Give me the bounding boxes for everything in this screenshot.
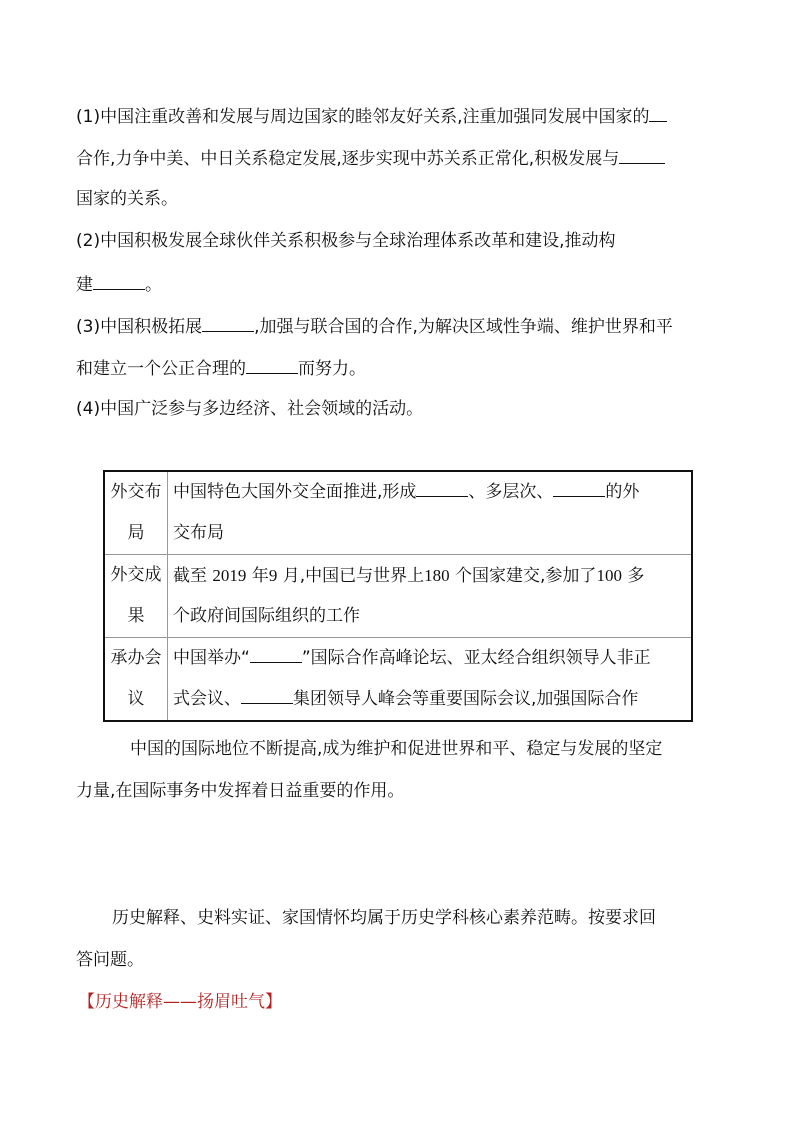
org-count: 100 (596, 566, 622, 585)
country-count: 180 (424, 566, 450, 585)
question-line-2 (76, 948, 144, 972)
answer-blank[interactable] (649, 103, 667, 122)
paragraph-text: 国家的关系。 (76, 189, 178, 209)
paragraph-4-line-1 (76, 397, 423, 421)
row-header: 承办会 议 (104, 638, 168, 722)
row-header: 外交成 果 (104, 555, 168, 638)
summary-line-1 (130, 737, 662, 761)
answer-blank[interactable] (202, 313, 254, 332)
row-body: 中国举办“ ”国际合作高峰论坛、亚太经合组织领导人非正 式会议、 集团领导人峰会等重要国际会议,加强国际合作 (168, 638, 693, 722)
section-tag-text: 【历史解释——扬眉吐气】 (78, 992, 282, 1012)
summary-text: 力量,在国际事务中发挥着日益重要的作用。 (76, 781, 405, 801)
question-line-1 (112, 906, 656, 930)
paragraph-2-line-1 (76, 229, 615, 253)
diplomacy-table (103, 470, 693, 722)
paragraph-1-line-1 (76, 103, 667, 129)
paragraph-text: ,加强与联合国的合作,为解决区域性争端、维护世界和平 (254, 317, 673, 337)
answer-blank[interactable] (619, 145, 665, 164)
row-body: 中国特色大国外交全面推进,形成 、多层次、 的外 交布局 (168, 471, 693, 555)
paragraph-3-line-2 (76, 355, 366, 381)
paragraph-text: 而努力。 (298, 359, 366, 379)
paragraph-2-line-2 (76, 271, 162, 297)
paragraph-1-line-3 (76, 187, 178, 211)
answer-blank[interactable] (241, 685, 293, 704)
table-row (104, 471, 692, 555)
table-row (104, 555, 692, 638)
question-text: 答问题。 (76, 950, 144, 970)
paragraph-text: 和建立一个公正合理的 (76, 359, 246, 379)
paragraph-text: (3)中国积极拓展 (76, 317, 203, 337)
section-tag (78, 990, 282, 1014)
paragraph-3-line-1 (76, 313, 673, 339)
paragraph-text: 。 (145, 275, 162, 295)
summary-line-2 (76, 779, 404, 803)
paragraph-1-line-2 (76, 145, 665, 171)
year-value: 2019 (212, 566, 247, 585)
summary-text: 中国的国际地位不断提高,成为维护和促进世界和平、稳定与发展的坚定 (130, 739, 663, 759)
paragraph-text: (2)中国积极发展全球伙伴关系积极参与全球治理体系改革和建设,推动构 (76, 231, 616, 251)
answer-blank[interactable] (250, 644, 302, 663)
question-text: 历史解释、史料实证、家国情怀均属于历史学科核心素养范畴。按要求回 (112, 908, 656, 928)
row-body: 截至 2019 年9 月,中国已与世界上180 个国家建交,参加了100 多 个政府间国际组织的工作 (168, 555, 693, 638)
paragraph-text: 合作,力争中美、中日关系稳定发展,逐步实现中苏关系正常化,积极发展与 (76, 149, 620, 169)
paragraph-text: 建 (76, 275, 93, 295)
answer-blank[interactable] (246, 355, 298, 374)
answer-blank[interactable] (416, 478, 468, 497)
paragraph-text: (4)中国广泛参与多边经济、社会领域的活动。 (76, 399, 424, 419)
answer-blank[interactable] (553, 478, 605, 497)
answer-blank[interactable] (93, 271, 145, 290)
row-header: 外交布 局 (104, 471, 168, 555)
table-row (104, 638, 692, 722)
month-value: 9 (268, 566, 278, 585)
paragraph-text: (1)中国注重改善和发展与周边国家的睦邻友好关系,注重加强同发展中国家的 (76, 107, 650, 127)
